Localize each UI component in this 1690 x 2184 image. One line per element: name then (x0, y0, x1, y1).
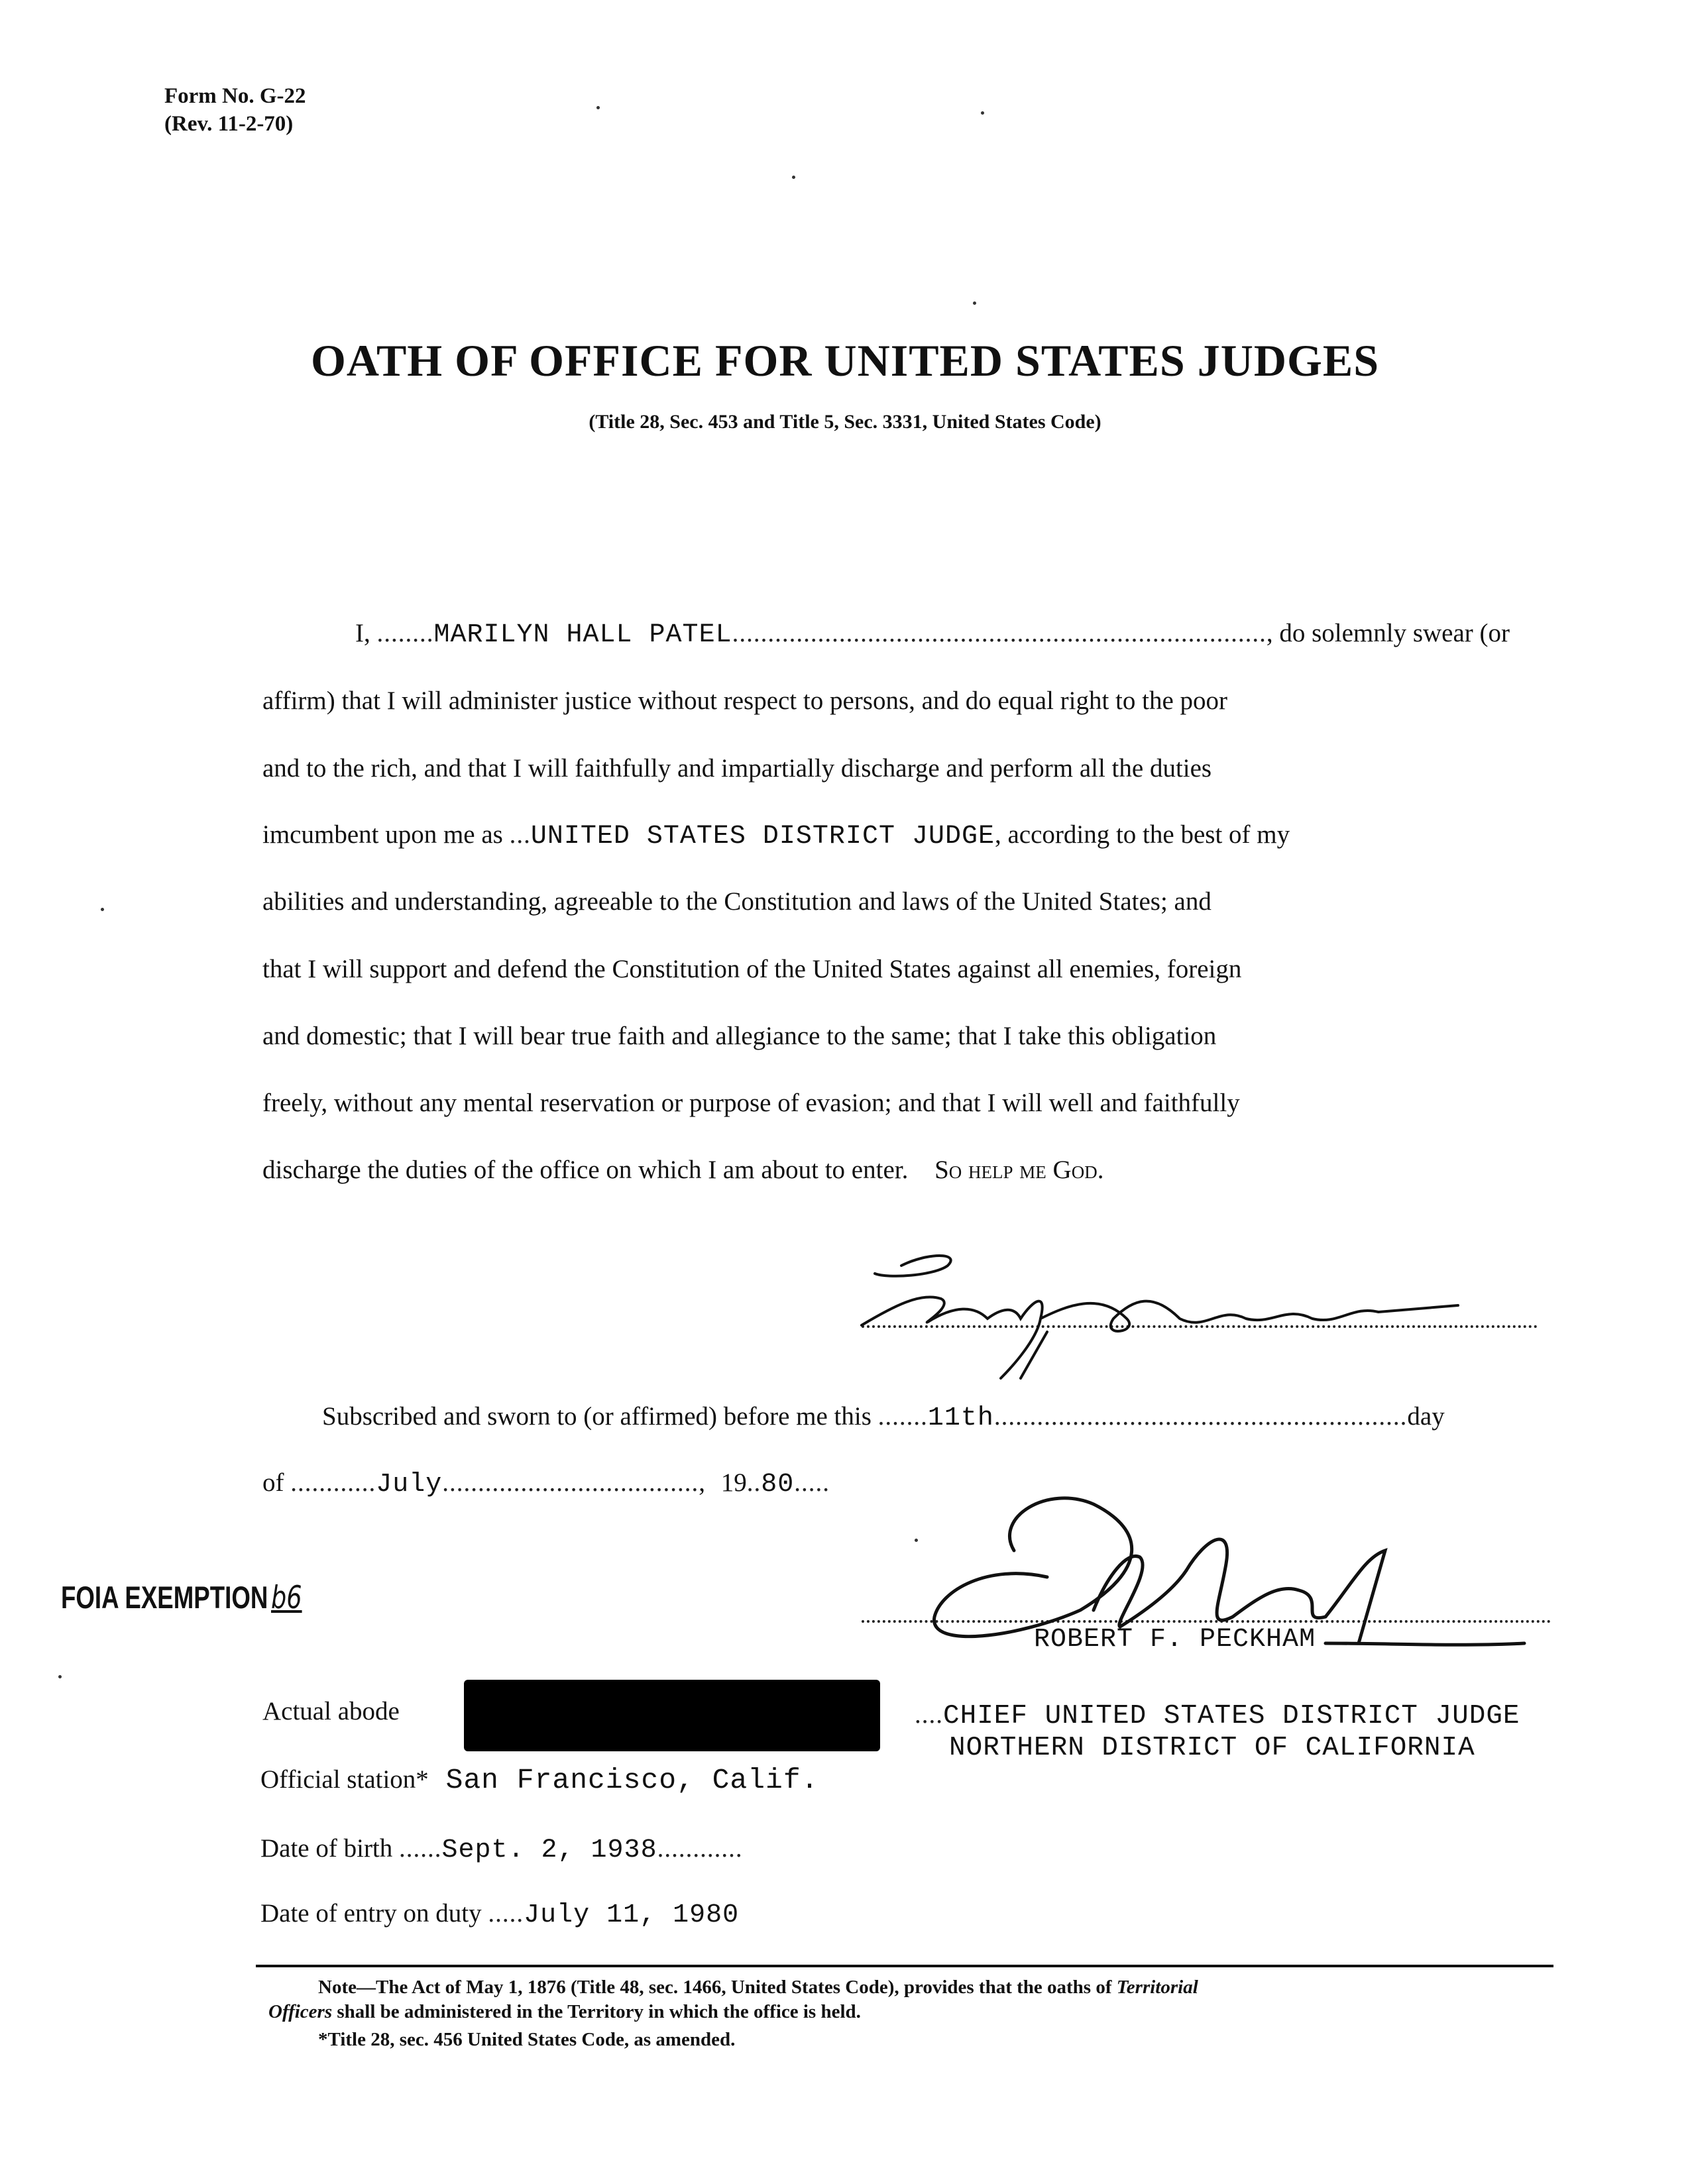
scan-speck (58, 1675, 62, 1678)
oath-line-2: affirm) that I will administer justice without respect to persons, and do equal right to the poor (262, 686, 1228, 715)
station-label: Official station* (260, 1765, 429, 1794)
note-start: Note—The Act of May 1, 1876 (Title 48, sec. 1466, United States Code), provides that the oaths of (318, 1977, 1112, 1998)
sworn-start: Subscribed and sworn to (or affirmed) before me this (322, 1402, 872, 1431)
oath-line-3: and to the rich, and that I will faithfully and impartially discharge and perform all the duties (262, 754, 1212, 783)
oath-line-9 (262, 1155, 1103, 1185)
scan-speck (981, 111, 984, 115)
sworn-month: July (376, 1470, 443, 1500)
oath-line-6: that I will support and defend the Constitution of the United States against all enemies, foreign (262, 955, 1242, 983)
oath-line-4-start: imcumbent upon me as (262, 820, 503, 849)
note-line-2 (268, 2001, 861, 2023)
oath-line-4: imcumbent upon me as ...UNITED STATES DISTRICT JUDGE, according to the best of my (262, 820, 1290, 851)
birth-label: Date of birth (260, 1834, 393, 1863)
foia-exemption-stamp (61, 1579, 302, 1616)
oath-line-9-text: discharge the duties of the office on which I am about to enter. (262, 1156, 909, 1184)
officer-title-line: ....CHIEF UNITED STATES DISTRICT JUDGE (915, 1700, 1520, 1731)
document-title: OATH OF OFFICE FOR UNITED STATES JUDGES (310, 335, 1380, 386)
oath-line-7: and domestic; that I will bear true faith and allegiance to the same; that I take this obligation (262, 1022, 1217, 1050)
note-line-1 (318, 1977, 1198, 1998)
officer-title: CHIEF UNITED STATES DISTRICT JUDGE (943, 1701, 1520, 1731)
form-revision: (Rev. 11-2-70) (164, 112, 294, 136)
scan-speck (973, 301, 976, 305)
affiant-signature (848, 1226, 1485, 1392)
oath-i: I, (355, 619, 370, 647)
scan-speck (101, 908, 104, 911)
foia-label: FOIA EXEMPTION (61, 1580, 268, 1615)
scan-speck (792, 176, 795, 179)
oath-line-5: abilities and understanding, agreeable to the Constitution and laws of the United States; and (262, 887, 1211, 916)
footnote: *Title 28, sec. 456 United States Code, as amended. (318, 2029, 736, 2050)
sworn-line-1: Subscribed and sworn to (or affirmed) before me this .......11th..........................................................day (322, 1402, 1445, 1433)
foia-code: b6 (270, 1580, 302, 1616)
station-value: San Francisco, Calif. (445, 1764, 819, 1796)
oath-line-4-end: , according to the best of my (994, 820, 1290, 849)
sworn-century: 19 (720, 1468, 747, 1497)
entry-label: Date of entry on duty (260, 1899, 482, 1928)
statute-citation: (Title 28, Sec. 453 and Title 5, Sec. 3331, United States Code) (589, 411, 1101, 433)
form-number-block (164, 82, 306, 138)
oath-after-name: , do solemnly swear (or (1266, 619, 1510, 647)
notes-divider (256, 1965, 1553, 1967)
oath-closing: So help me God. (934, 1156, 1104, 1184)
field-date-of-birth: Date of birth ......Sept. 2, 1938............ (260, 1834, 743, 1865)
birth-value: Sept. 2, 1938 (441, 1835, 657, 1865)
oath-line-1: I, ........MARILYN HALL PATEL..........................................................................., do solemnly swear (or (355, 619, 1510, 650)
field-official-station (260, 1764, 818, 1796)
note-end: shall be administered in the Territory in which the office is held. (337, 2001, 861, 2022)
sworn-comma: , (699, 1468, 706, 1497)
judge-name: MARILYN HALL PATEL (433, 620, 732, 650)
officer-name: ROBERT F. PECKHAM (1034, 1625, 1316, 1655)
sworn-day-value: 11th (927, 1403, 994, 1433)
scan-speck (596, 106, 600, 109)
entry-value: July 11, 1980 (524, 1900, 740, 1930)
field-actual-abode-label: Actual abode (262, 1697, 400, 1725)
note-italic-1: Territorial (1116, 1977, 1198, 1998)
redaction-block (464, 1680, 880, 1751)
sworn-line-2: of ............July...................................., 19..80..... (262, 1468, 830, 1500)
sworn-day-label: day (1407, 1402, 1445, 1431)
office-title: UNITED STATES DISTRICT JUDGE (530, 822, 995, 851)
note-italic-2: Officers (268, 2001, 333, 2022)
field-date-of-entry: Date of entry on duty .....July 11, 1980 (260, 1899, 740, 1930)
scan-speck (915, 1539, 918, 1542)
sworn-year: 80 (761, 1470, 795, 1500)
officer-district: NORTHERN DISTRICT OF CALIFORNIA (949, 1733, 1475, 1763)
form-number: Form No. G-22 (164, 84, 306, 108)
sworn-of: of (262, 1468, 284, 1497)
oath-line-8: freely, without any mental reservation or purpose of evasion; and that I will well and faithfully (262, 1089, 1240, 1117)
